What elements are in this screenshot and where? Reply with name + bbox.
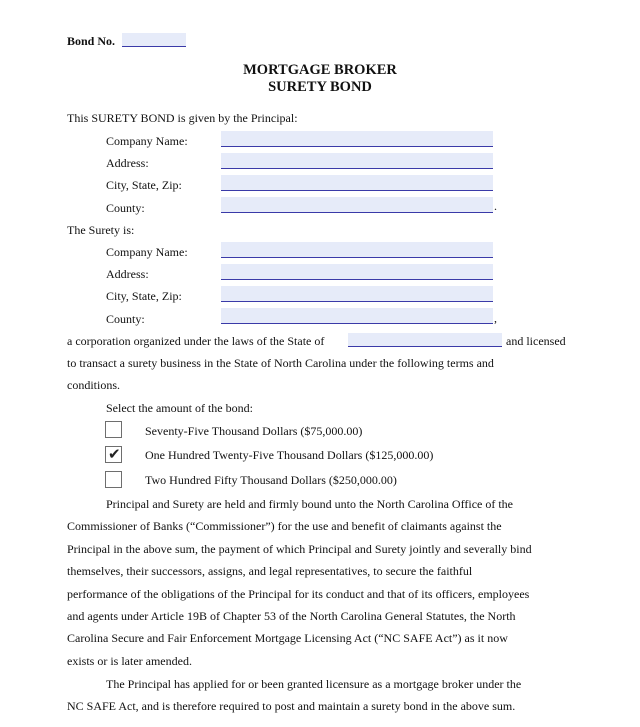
paragraph-1-line: exists or is later amended. [67, 654, 192, 668]
surety-county-field[interactable] [221, 308, 493, 324]
paragraph-1-line: Commissioner of Banks (“Commissioner”) for the use and benefit of claimants against the [67, 519, 502, 533]
surety-intro: The Surety is: [67, 223, 135, 237]
bond-250000-checkbox[interactable] [105, 471, 122, 488]
bond-75000-checkbox[interactable] [105, 421, 122, 438]
paragraph-1-line: Carolina Secure and Fair Enforcement Mortgage Licensing Act (“NC SAFE Act”) as it now [67, 631, 508, 645]
principal-county-field[interactable] [221, 197, 493, 213]
comma: , [494, 311, 497, 325]
principal-city-state-zip-field[interactable] [221, 175, 493, 191]
paragraph-1-line: Principal in the above sum, the payment of which Principal and Surety jointly and severally bind [67, 542, 532, 556]
document-title-line1: MORTGAGE BROKER [243, 62, 397, 78]
paragraph-1-line: Principal and Surety are held and firmly bound unto the North Carolina Office of the [106, 497, 514, 511]
document-title-line2: SURETY BOND [268, 79, 372, 95]
principal-company-name-field[interactable] [221, 131, 493, 147]
bond-125000-label: One Hundred Twenty-Five Thousand Dollars ($125,000.00) [145, 448, 434, 462]
corporation-text-line3: conditions. [67, 378, 120, 392]
bond-75000-label: Seventy-Five Thousand Dollars ($75,000.00) [145, 424, 363, 438]
paragraph-2-line: NC SAFE Act, and is therefore required to post and maintain a surety bond in the above sum. [67, 699, 516, 713]
principal-address-label: Address: [106, 156, 149, 170]
bond-number-label: Bond No. [67, 34, 116, 48]
surety-county-label: County: [106, 312, 145, 326]
paragraph-1-line: performance of the obligations of the Principal for its conduct and that of its officers, employees [67, 587, 530, 601]
surety-city-state-zip-label: City, State, Zip: [106, 289, 182, 303]
surety-address-label: Address: [106, 267, 149, 281]
corporation-text-line2: to transact a surety business in the State of North Carolina under the following terms and [67, 356, 494, 370]
corporation-text-start: a corporation organized under the laws of the State of [67, 334, 325, 348]
paragraph-1-line: themselves, their successors, assigns, and legal representatives, to secure the faithful [67, 564, 473, 578]
bond-amount-prompt: Select the amount of the bond: [106, 401, 253, 415]
bond-number-field[interactable] [122, 33, 186, 47]
principal-intro: This SURETY BOND is given by the Principal: [67, 111, 298, 125]
principal-company-name-label: Company Name: [106, 134, 188, 148]
principal-county-label: County: [106, 201, 145, 215]
period: . [494, 199, 497, 213]
surety-company-name-label: Company Name: [106, 245, 188, 259]
paragraph-2-line: The Principal has applied for or been granted licensure as a mortgage broker under the [106, 677, 522, 691]
surety-city-state-zip-field[interactable] [221, 286, 493, 302]
corporation-text-end: and licensed [506, 334, 566, 348]
bond-250000-label: Two Hundred Fifty Thousand Dollars ($250,000.00) [145, 473, 397, 487]
bond-125000-checkbox[interactable] [105, 446, 122, 463]
principal-address-field[interactable] [221, 153, 493, 169]
principal-city-state-zip-label: City, State, Zip: [106, 178, 182, 192]
surety-company-name-field[interactable] [221, 242, 493, 258]
surety-address-field[interactable] [221, 264, 493, 280]
paragraph-1-line: and agents under Article 19B of Chapter 53 of the North Carolina General Statutes, the North [67, 609, 516, 623]
state-of-incorporation-field[interactable] [348, 333, 502, 347]
